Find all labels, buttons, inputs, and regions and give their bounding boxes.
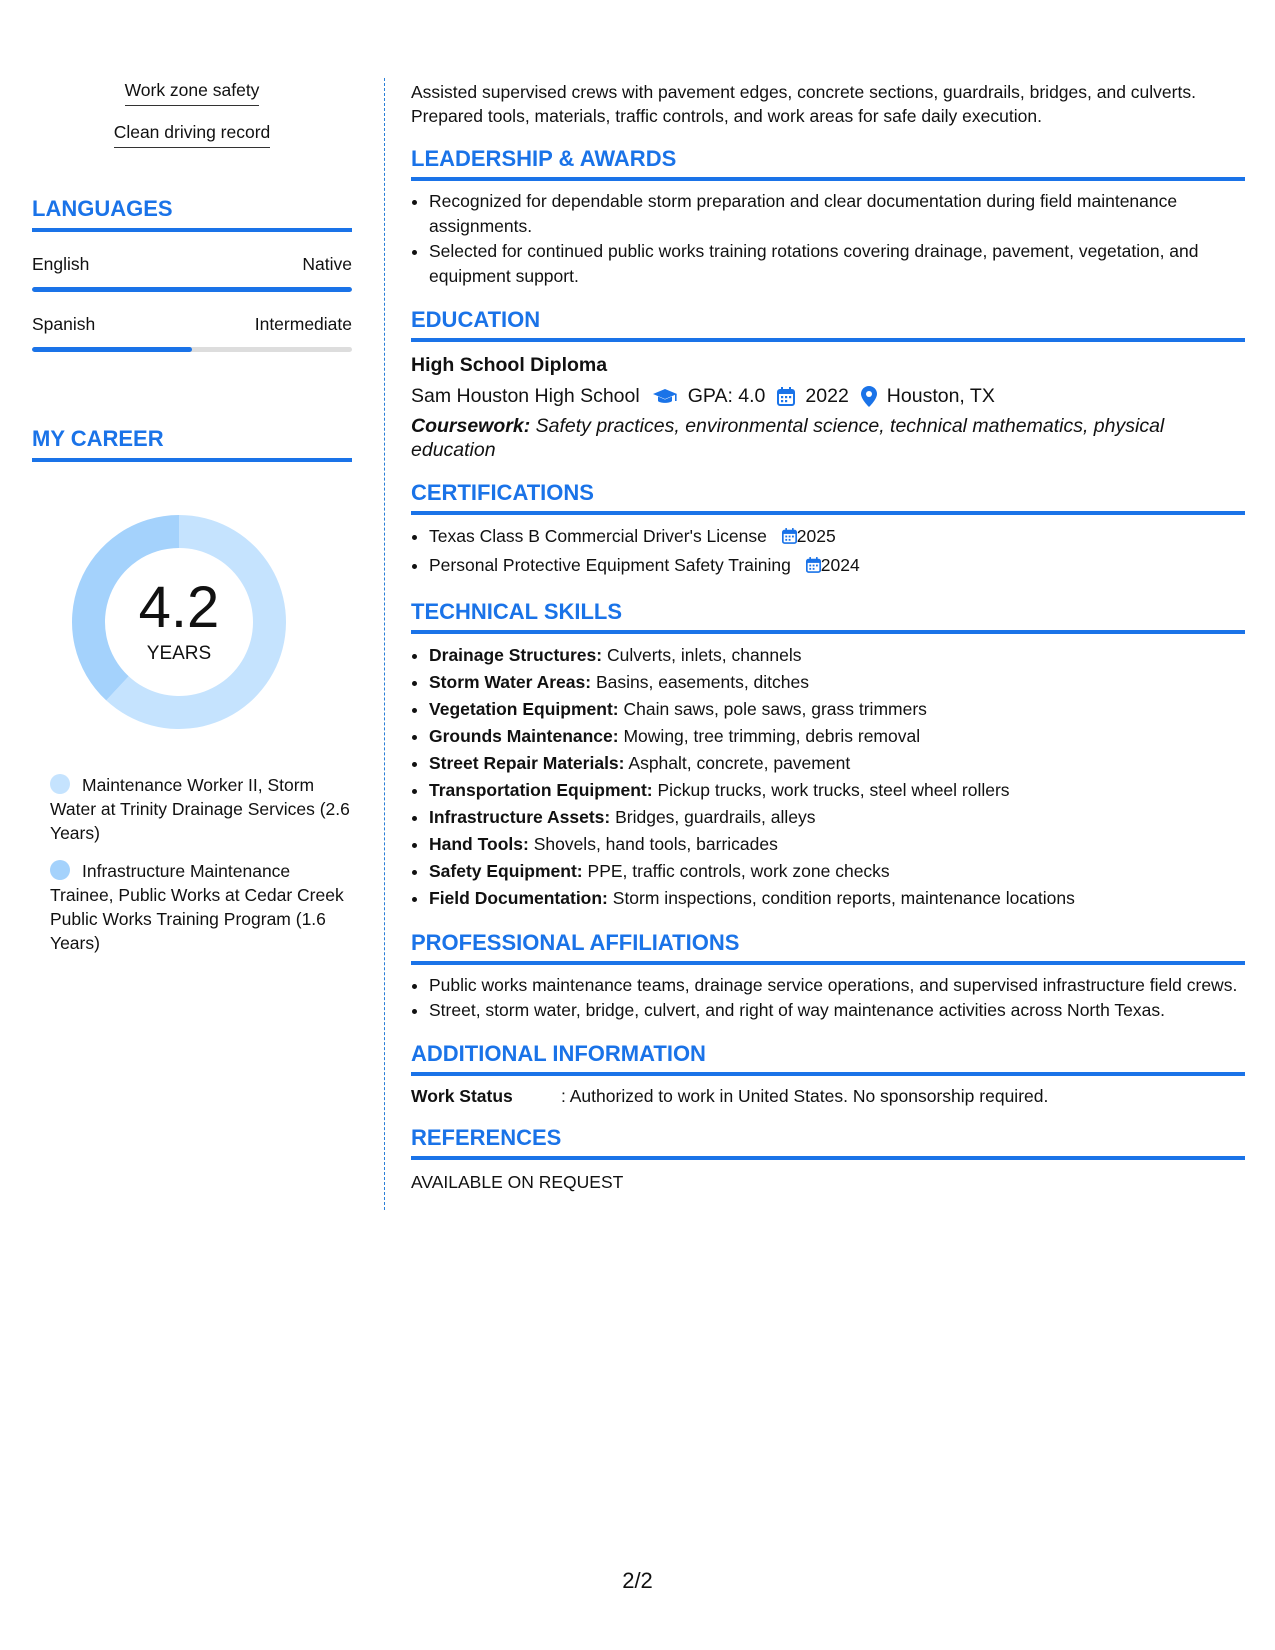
skill-item: Work zone safety [32, 80, 352, 106]
calendar-icon [777, 387, 795, 406]
calendar-icon [806, 554, 821, 581]
career-legend [32, 773, 352, 955]
career-donut [64, 507, 294, 737]
skill-item: • Drainage Structures: Culverts, inlets, channels [429, 642, 1245, 669]
intro-paragraph: Assisted supervised crews with pavement edges, concrete sections, guardrails, bridges, and culverts. Prepared tools, materials, traffic controls, and work areas for safe daily execution. [411, 82, 1196, 126]
certification-item: • Texas Class B Commercial Driver's License 2025 [429, 523, 1245, 552]
page-number: 2/2 [622, 1568, 653, 1593]
language-english [32, 254, 352, 292]
skill-item: • Hand Tools: Shovels, hand tools, barricades [429, 831, 1245, 858]
school-name: Sam Houston High School [411, 385, 640, 407]
technical-skills-heading: TECHNICAL SKILLS [411, 599, 1245, 634]
work-status-value: : Authorized to work in United States. No sponsorship required. [561, 1086, 1049, 1106]
certification-year: 2024 [820, 555, 860, 575]
list-item: • Recognized for dependable storm preparation and clear documentation during field maintenance assignments. [429, 189, 1245, 239]
skill-item: • Street Repair Materials: Asphalt, concrete, pavement [429, 750, 1245, 777]
career-heading: MY CAREER [32, 426, 352, 462]
certification-item: • Personal Protective Equipment Safety Training 2024 [429, 552, 1245, 581]
language-bar-fill [32, 347, 192, 352]
language-spanish [32, 314, 352, 352]
list-item: • Street, storm water, bridge, culvert, and right of way maintenance activities across North Texas. [429, 998, 1245, 1023]
affiliations-list [411, 973, 1245, 1023]
skill-item: • Vegetation Equipment: Chain saws, pole saws, grass trimmers [429, 696, 1245, 723]
degree: High School Diploma [411, 354, 608, 376]
language-level: Native [302, 254, 352, 274]
legend-dot [50, 860, 70, 880]
language-bar [32, 287, 352, 292]
references-text: AVAILABLE ON REQUEST [411, 1172, 624, 1192]
leadership-heading: LEADERSHIP & AWARDS [411, 146, 1245, 181]
skill-item: • Safety Equipment: PPE, traffic controls, work zone checks [429, 858, 1245, 885]
leadership-list [411, 189, 1245, 289]
career-item: Infrastructure Maintenance Trainee, Public Works at Cedar Creek Public Works Training Program (1.6 Years) [50, 861, 344, 953]
main-content [411, 80, 1245, 1193]
affiliations-heading: PROFESSIONAL AFFILIATIONS [411, 930, 1245, 965]
coursework [411, 414, 1245, 462]
graduation-year: 2022 [805, 385, 849, 407]
career-total: 4.2 [138, 575, 220, 640]
language-bar-fill [32, 287, 352, 292]
certification-year: 2025 [796, 526, 836, 546]
languages-heading: LANGUAGES [32, 196, 352, 232]
gpa: GPA: 4.0 [687, 385, 766, 407]
education-heading: EDUCATION [411, 307, 1245, 342]
sidebar [32, 80, 352, 969]
certifications-heading: CERTIFICATIONS [411, 480, 1245, 515]
work-status-label: Work Status [411, 1086, 513, 1106]
legend-dot [50, 774, 70, 794]
list-item: • Public works maintenance teams, drainage service operations, and supervised infrastructure field crews. [429, 973, 1245, 998]
skill-item: • Field Documentation: Storm inspections, condition reports, maintenance locations [429, 885, 1245, 912]
calendar-icon [782, 525, 797, 552]
coursework-label: Coursework: [411, 415, 531, 437]
coursework-value: Safety practices, environmental science, technical mathematics, physical education [411, 415, 1165, 461]
language-name: Spanish [32, 314, 96, 334]
language-name: English [32, 254, 90, 274]
map-pin-icon [861, 386, 877, 407]
skill-item: • Transportation Equipment: Pickup trucks, work trucks, steel wheel rollers [429, 777, 1245, 804]
language-bar [32, 347, 352, 352]
skill-item: • Storm Water Areas: Basins, easements, ditches [429, 669, 1245, 696]
skill-item: • Infrastructure Assets: Bridges, guardrails, alleys [429, 804, 1245, 831]
references-heading: REFERENCES [411, 1125, 1245, 1160]
skill-item: • Grounds Maintenance: Mowing, tree trimming, debris removal [429, 723, 1245, 750]
career-item: Maintenance Worker II, Storm Water at Trinity Drainage Services (2.6 Years) [50, 775, 350, 843]
list-item: • Selected for continued public works training rotations covering drainage, pavement, vegetation, and equipment support. [429, 239, 1245, 289]
language-level: Intermediate [254, 314, 352, 334]
technical-skills-list [411, 642, 1245, 912]
work-status-row [411, 1086, 1245, 1107]
additional-info-heading: ADDITIONAL INFORMATION [411, 1041, 1245, 1076]
graduation-cap-icon [652, 388, 678, 406]
certifications-list [411, 523, 1245, 581]
education-meta [411, 385, 1245, 408]
skill-item: Clean driving record [32, 122, 352, 148]
column-divider [384, 78, 385, 1210]
career-unit: YEARS [146, 643, 212, 664]
location: Houston, TX [886, 385, 995, 407]
